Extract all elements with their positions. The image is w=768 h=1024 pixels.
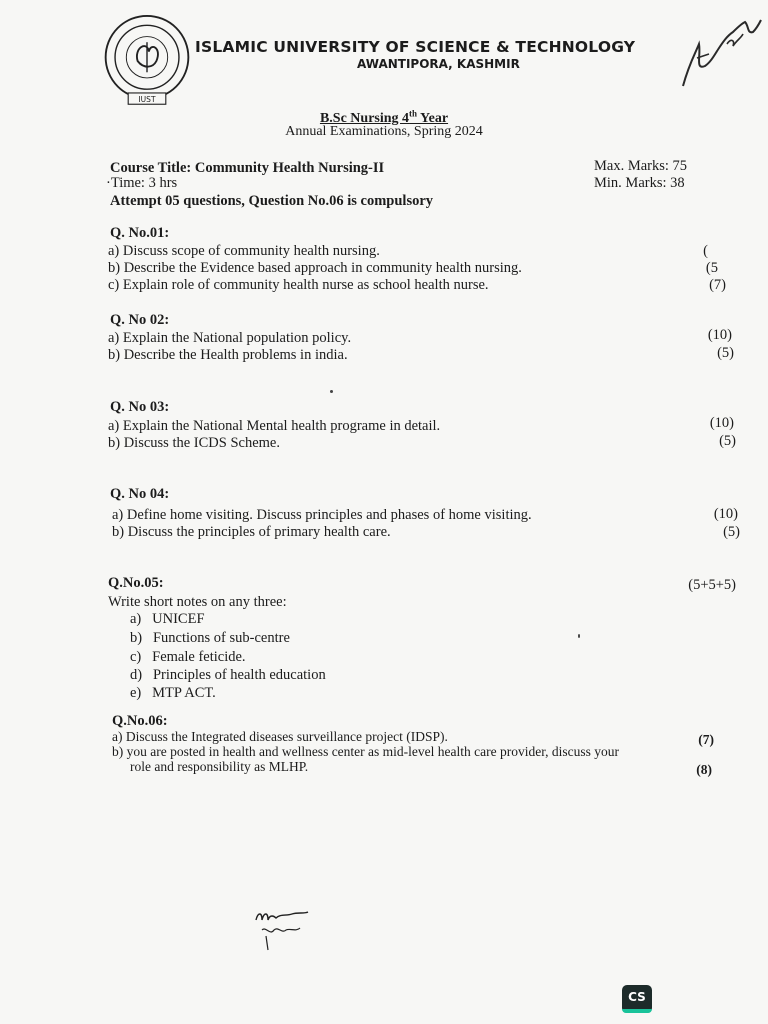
short-note-item: e) MTP ACT. [130,685,216,701]
short-note-item: a) UNICEF [130,611,205,627]
scan-speck [578,634,580,638]
question-marks: (5) [723,524,740,540]
question-marks: (8) [696,762,712,777]
question-item: a) Define home visiting. Discuss principles and phases of home visiting. [112,507,532,523]
question-marks: (5 [705,260,718,276]
university-name: ISLAMIC UNIVERSITY OF SCIENCE & TECHNOLOGY [195,38,636,56]
question-marks: (5+5+5) [688,577,736,593]
question-marks: (5) [717,345,734,361]
program-title: B.Sc Nursing 4th Year [319,108,449,126]
handwritten-signature [252,906,312,954]
university-location: AWANTIPORA, KASHMIR [357,57,520,71]
handwritten-annotation [675,14,765,94]
question-marks: ( [703,243,708,259]
course-title: Course Title: Community Health Nursing-II [110,160,385,176]
question-heading: Q. No 03: [110,399,170,415]
min-marks: Min. Marks: 38 [594,175,685,191]
question-item: role and responsibility as MLHP. [130,759,309,774]
exam-time: ·Time: 3 hrs [106,175,178,191]
short-note-item: c) Female feticide. [130,649,246,665]
question-heading: Q. No 02: [110,312,170,328]
question-marks: (7) [698,732,714,747]
university-logo [100,14,194,108]
question-heading: Q. No.01: [110,225,170,241]
question-marks: (7) [709,277,726,293]
question-marks: (10) [713,506,738,522]
question-item: b) Discuss the principles of primary health care. [112,524,391,540]
question-item: b) Discuss the ICDS Scheme. [108,435,280,451]
question-marks: (10) [709,415,734,431]
question-item: a) Discuss the Integrated diseases surveillance project (IDSP). [112,729,448,744]
short-note-item: d) Principles of health education [130,667,326,683]
question-heading: Q. No 04: [110,486,170,502]
scan-speck [330,390,333,393]
logo-text: IUST [138,94,156,104]
instructions: Attempt 05 questions, Question No.06 is compulsory [110,193,434,209]
question-heading: Q.No.06: [112,713,168,729]
exam-session: Annual Examinations, Spring 2024 [285,124,483,139]
question-item: a) Explain the National population policy. [108,330,352,346]
short-note-item: b) Functions of sub-centre [130,630,290,646]
question-item: b) you are posted in health and wellness center as mid-level health care provider, discuss your [112,744,620,759]
question-intro: Write short notes on any three: [108,594,287,610]
max-marks: Max. Marks: 75 [594,158,688,174]
question-item: a) Explain the National Mental health programe in detail. [108,418,441,434]
question-heading: Q.No.05: [108,575,164,591]
question-marks: (10) [707,327,732,343]
question-item: c) Explain role of community health nurse as school health nurse. [108,277,489,293]
question-item: b) Describe the Health problems in india. [108,347,348,363]
question-item: a) Discuss scope of community health nursing. [108,243,380,259]
question-item: b) Describe the Evidence based approach in community health nursing. [108,260,522,276]
question-marks: (5) [719,433,736,449]
camscanner-badge: CS [622,985,652,1013]
